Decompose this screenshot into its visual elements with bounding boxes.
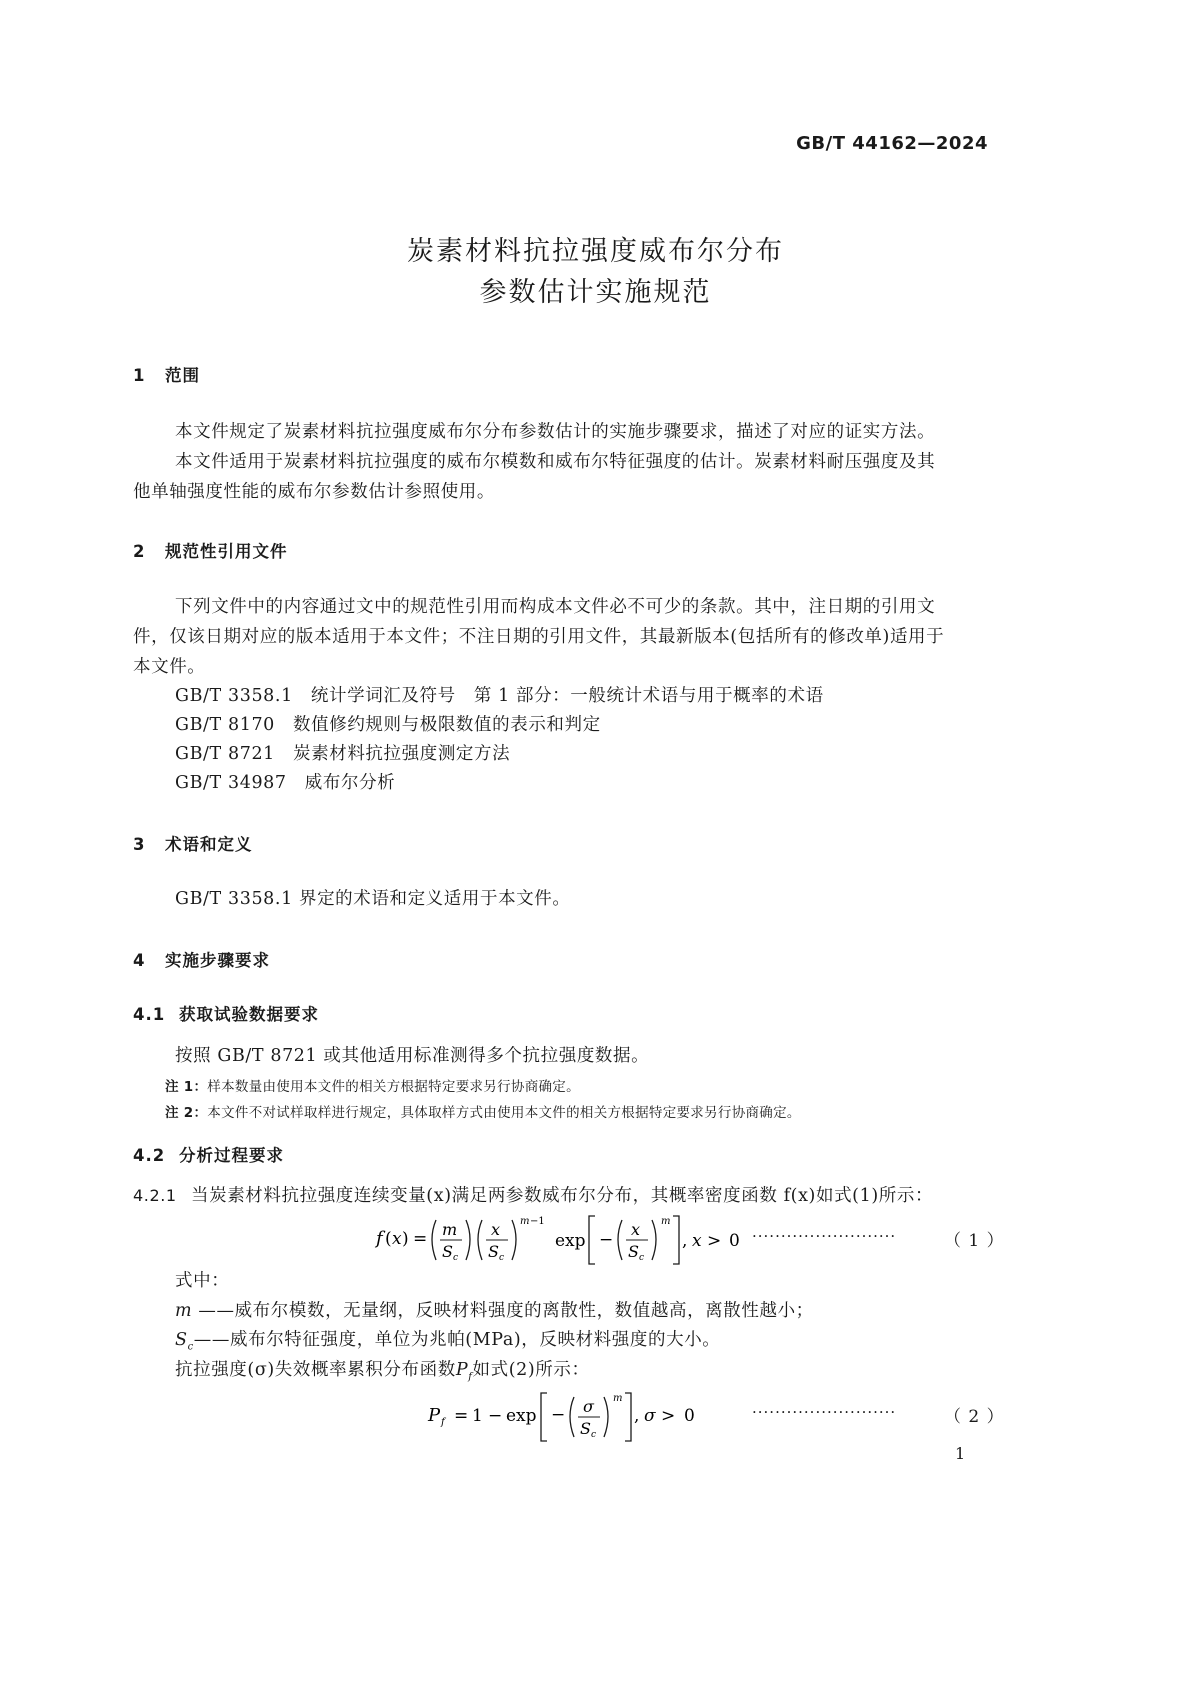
reference-title: 威布尔分析 [304, 773, 396, 793]
svg-text:c: c [591, 1430, 597, 1440]
section-number: 2 [133, 542, 146, 561]
equation-1 [370, 1210, 750, 1268]
svg-text:exp: exp [555, 1231, 586, 1251]
svg-text:m: m [520, 1216, 530, 1227]
section-4-heading [133, 947, 270, 971]
svg-text:f: f [441, 1417, 445, 1428]
subsection-number: 4.2 [133, 1146, 166, 1165]
svg-text:(: ( [385, 1229, 392, 1249]
svg-text:−1: −1 [530, 1216, 545, 1227]
document-title-line2: 参数估计实施规范 [479, 277, 712, 308]
normative-reference [175, 681, 824, 711]
reference-code: GB/T 3358.1 [175, 686, 293, 706]
paragraph-text: 如式(2)所示： [472, 1360, 590, 1380]
svg-text:>: > [707, 1231, 722, 1251]
equation-1-number: （ 1 ） [944, 1231, 1005, 1251]
symbol-m: m [175, 1301, 193, 1321]
subsection-title: 分析过程要求 [179, 1146, 284, 1165]
section-number: 1 [133, 366, 146, 385]
svg-text:−: − [488, 1406, 503, 1426]
svg-text:=: = [413, 1229, 428, 1249]
svg-text:σ: σ [644, 1406, 656, 1426]
svg-text:m: m [613, 1393, 623, 1404]
paragraph: 下列文件中的内容通过文中的规范性引用而构成本文件必不可少的条款。其中，注日期的引用文 [175, 597, 936, 617]
clause-number: 4.2.1 [133, 1186, 177, 1205]
note-label: 注 2： [165, 1105, 208, 1121]
svg-text:1: 1 [472, 1406, 483, 1426]
equation-2-leader: ························· [752, 1403, 897, 1421]
svg-text:S: S [628, 1242, 639, 1261]
svg-text:P: P [428, 1405, 441, 1426]
svg-text:S: S [442, 1242, 453, 1261]
svg-text:x: x [491, 1220, 501, 1239]
svg-text:c: c [639, 1253, 645, 1263]
note-1 [165, 1075, 580, 1095]
paragraph: 按照 GB/T 8721 或其他适用标准测得多个抗拉强度数据。 [175, 1046, 650, 1066]
normative-reference [175, 739, 510, 769]
svg-text:exp: exp [506, 1406, 537, 1426]
symbol-s: S [175, 1330, 188, 1350]
paragraph: 本文件规定了炭素材料抗拉强度威布尔分布参数估计的实施步骤要求，描述了对应的证实方法。 [175, 422, 936, 442]
svg-text:x: x [392, 1229, 402, 1249]
svg-text:S: S [580, 1419, 591, 1438]
normative-reference [175, 710, 601, 740]
section-title: 范围 [165, 366, 200, 385]
svg-text:,: , [634, 1406, 640, 1426]
section-3-heading [133, 831, 253, 855]
svg-text:c: c [453, 1253, 459, 1263]
svg-text:): ) [402, 1229, 409, 1249]
paragraph-text: 抗拉强度(σ)失效概率累积分布函数 [175, 1360, 456, 1380]
reference-code: GB/T 34987 [175, 773, 287, 793]
svg-text:σ: σ [583, 1397, 594, 1416]
section-number: 3 [133, 835, 146, 854]
document-title-line1: 炭素材料抗拉强度威布尔分布 [407, 236, 784, 267]
svg-text:x: x [692, 1231, 702, 1251]
svg-text:−: − [551, 1405, 566, 1425]
standard-number: GB/T 44162—2024 [796, 133, 988, 154]
section-title: 术语和定义 [165, 835, 253, 854]
symbol-subscript: f [468, 1371, 473, 1383]
normative-reference [175, 768, 395, 798]
svg-text:S: S [488, 1242, 499, 1261]
symbol-subscript: c [187, 1341, 194, 1353]
paragraph: 本文件。 [133, 657, 206, 677]
paragraph: 件，仅该日期对应的版本适用于本文件；不注日期的引用文件，其最新版本(包括所有的修改单)适用于 [133, 627, 945, 647]
svg-text:0: 0 [729, 1231, 740, 1251]
paragraph: GB/T 3358.1 界定的术语和定义适用于本文件。 [175, 889, 571, 909]
svg-text:m: m [661, 1216, 671, 1227]
reference-title: 数值修约规则与极限数值的表示和判定 [293, 715, 601, 735]
subsection-4-1-heading [133, 1001, 319, 1025]
subsection-4-2-heading [133, 1142, 284, 1166]
subsection-number: 4.1 [133, 1005, 166, 1024]
symbol-p: P [455, 1360, 469, 1380]
svg-text:m: m [442, 1220, 458, 1239]
svg-text:c: c [499, 1253, 505, 1263]
note-2 [165, 1101, 801, 1121]
note-text: 样本数量由使用本文件的相关方根据特定要求另行协商确定。 [207, 1079, 580, 1095]
equation-1-leader: ························· [752, 1227, 897, 1245]
section-2-heading [133, 538, 288, 562]
equation-2 [424, 1387, 714, 1445]
note-label: 注 1： [165, 1079, 208, 1095]
reference-code: GB/T 8170 [175, 715, 275, 735]
clause-4-2-1 [133, 1181, 933, 1211]
section-title: 规范性引用文件 [165, 542, 288, 561]
svg-text:−: − [599, 1230, 614, 1250]
svg-text:0: 0 [684, 1406, 695, 1426]
section-1-heading [133, 362, 200, 386]
reference-title: 统计学词汇及符号 第 1 部分：一般统计术语与用于概率的术语 [310, 686, 824, 706]
reference-title: 炭素材料抗拉强度测定方法 [293, 744, 511, 764]
svg-text:f: f [376, 1228, 383, 1249]
equation-2-number: （ 2 ） [944, 1407, 1005, 1427]
clause-text: 当炭素材料抗拉强度连续变量(x)满足两参数威布尔分布，其概率密度函数 f(x)如式(1)所示： [191, 1186, 934, 1206]
definition-text: ——威布尔模数，无量纲，反映材料强度的离散性，数值越高，离散性越小； [198, 1301, 814, 1321]
where-label: 式中： [175, 1271, 230, 1291]
page-number: 1 [955, 1444, 966, 1463]
paragraph: 本文件适用于炭素材料抗拉强度的威布尔模数和威布尔特征强度的估计。炭素材料耐压强度及其 [175, 452, 936, 472]
section-number: 4 [133, 951, 146, 970]
definition-text: ——威布尔特征强度，单位为兆帕(MPa)，反映材料强度的大小。 [193, 1330, 721, 1350]
definition-m [175, 1296, 814, 1326]
reference-code: GB/T 8721 [175, 744, 275, 764]
section-title: 实施步骤要求 [165, 951, 270, 970]
subsection-title: 获取试验数据要求 [179, 1005, 319, 1024]
svg-text:=: = [454, 1406, 469, 1426]
svg-text:,: , [682, 1231, 688, 1251]
paragraph: 他单轴强度性能的威布尔参数估计参照使用。 [133, 482, 495, 502]
svg-text:>: > [661, 1406, 676, 1426]
svg-text:x: x [631, 1220, 641, 1239]
note-text: 本文件不对试样取样进行规定，具体取样方式由使用本文件的相关方根据特定要求另行协商确定。 [207, 1105, 801, 1121]
